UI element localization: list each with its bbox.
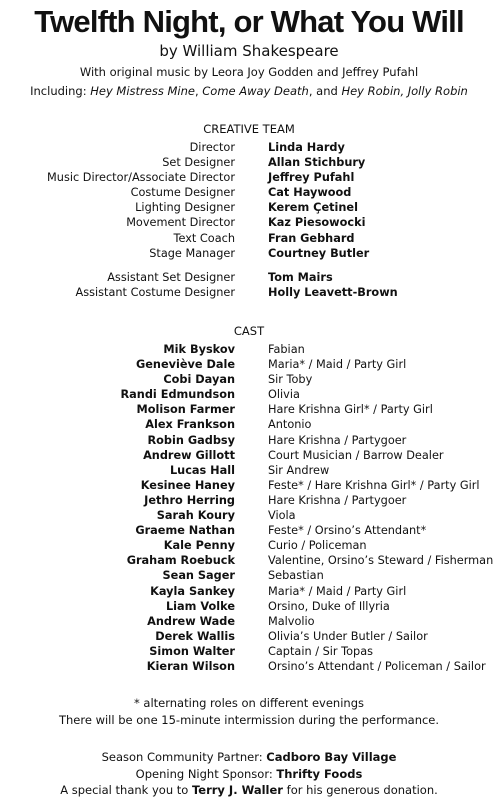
credit-name: Cat Haywood	[268, 186, 352, 200]
character-role: Olivia’s Under Butler / Sailor	[268, 629, 428, 643]
character-role: Maria* / Maid / Party Girl	[268, 358, 407, 372]
actor-name: Kieran Wilson	[146, 659, 235, 673]
creative-team-list	[0, 140, 498, 300]
cast-row	[0, 599, 498, 614]
character-role: Hare Krishna / Partygoer	[268, 493, 407, 507]
credit-row	[0, 285, 498, 300]
songs-separator: , and	[308, 84, 342, 98]
row-gap	[0, 261, 498, 270]
intermission-note: There will be one 15-minute intermission during the performance.	[58, 713, 440, 727]
cast-row	[0, 433, 498, 448]
actor-name: Alex Frankson	[145, 418, 235, 432]
music-credit: With original music by Leora Joy Godden and Jeffrey Pufahl	[79, 65, 419, 79]
character-role: Sir Andrew	[268, 463, 330, 477]
page-title: Twelfth Night, or What You Will	[34, 4, 464, 39]
credit-row	[0, 170, 498, 185]
credit-role: Assistant Set Designer	[107, 270, 235, 284]
cast-heading: CAST	[233, 324, 265, 338]
character-role: Orsino, Duke of Illyria	[268, 599, 390, 613]
credit-role: Costume Designer	[130, 186, 235, 200]
credit-row	[0, 270, 498, 285]
character-role: Captain / Sir Topas	[268, 644, 374, 658]
thank-you-prefix: A special thank you to	[60, 783, 192, 797]
credit-name: Tom Mairs	[268, 270, 333, 284]
actor-name: Sean Sager	[162, 569, 235, 583]
credit-role: Music Director/Associate Director	[47, 171, 235, 185]
cast-row	[0, 448, 498, 463]
credit-role: Text Coach	[173, 231, 235, 245]
cast-row	[0, 372, 498, 387]
credit-role: Stage Manager	[149, 246, 235, 260]
actor-name: Graeme Nathan	[135, 524, 235, 538]
credit-name: Fran Gebhard	[268, 231, 355, 245]
character-role: Viola	[268, 509, 296, 523]
cast-row	[0, 508, 498, 523]
character-role: Valentine, Orsino’s Steward / Fisherman	[268, 554, 494, 568]
actor-name: Kale Penny	[163, 539, 235, 553]
song-title: Come Away Death	[202, 84, 309, 98]
credit-row	[0, 215, 498, 230]
actor-name: Andrew Gillott	[143, 448, 235, 462]
character-role: Sir Toby	[268, 373, 313, 387]
credit-row	[0, 246, 498, 261]
cast-row	[0, 553, 498, 568]
character-role: Maria* / Maid / Party Girl	[268, 584, 407, 598]
community-partner-line	[0, 750, 498, 765]
community-partner-name: Cadboro Bay Village	[266, 750, 397, 764]
cast-row	[0, 402, 498, 417]
character-role: Antonio	[268, 418, 312, 432]
character-role: Hare Krishna Girl* / Party Girl	[268, 403, 433, 417]
cast-row	[0, 493, 498, 508]
cast-row	[0, 387, 498, 402]
character-role: Court Musician / Barrow Dealer	[268, 448, 444, 462]
actor-name: Jethro Herring	[144, 493, 235, 507]
credit-row	[0, 200, 498, 215]
character-role: Curio / Policeman	[268, 539, 367, 553]
opening-sponsor-label: Opening Night Sponsor:	[135, 767, 277, 781]
credit-role: Director	[189, 141, 235, 154]
community-partner-label: Season Community Partner:	[101, 750, 267, 764]
credit-name: Allan Stichbury	[268, 156, 366, 170]
cast-list	[0, 342, 498, 674]
credit-row	[0, 185, 498, 200]
cast-row	[0, 463, 498, 478]
actor-name: Mik Byskov	[163, 343, 235, 356]
actor-name: Andrew Wade	[147, 614, 235, 628]
opening-sponsor-name: Thrifty Foods	[276, 767, 363, 781]
credit-role: Set Designer	[162, 156, 235, 170]
actor-name: Simon Walter	[149, 644, 235, 658]
credit-name: Kaz Piesowocki	[268, 216, 366, 230]
cast-row	[0, 478, 498, 493]
song-title: Hey Robin, Jolly Robin	[341, 84, 468, 98]
character-role: Malvolio	[268, 614, 315, 628]
thank-you-line	[0, 783, 498, 798]
actor-name: Kesinee Haney	[140, 478, 235, 492]
cast-row	[0, 357, 498, 372]
credit-role: Movement Director	[126, 216, 235, 230]
character-role: Fabian	[268, 343, 305, 356]
character-role: Olivia	[268, 388, 300, 402]
cast-row	[0, 342, 498, 357]
actor-name: Sarah Koury	[156, 509, 235, 523]
credit-row	[0, 140, 498, 155]
cast-row	[0, 629, 498, 644]
character-role: Feste* / Hare Krishna Girl* / Party Girl	[268, 478, 480, 492]
character-role: Feste* / Orsino’s Attendant*	[268, 524, 427, 538]
actor-name: Robin Gadbsy	[147, 433, 235, 447]
cast-row	[0, 614, 498, 629]
cast-row	[0, 644, 498, 659]
alternating-note: * alternating roles on different evenings	[134, 696, 364, 710]
actor-name: Molison Farmer	[136, 403, 235, 417]
cast-row	[0, 538, 498, 553]
songs-separator: ,	[194, 84, 203, 98]
song-title: Hey Mistress Mine	[90, 84, 195, 98]
credit-row	[0, 155, 498, 170]
thank-you-suffix: for his generous donation.	[282, 783, 438, 797]
actor-name: Lucas Hall	[169, 463, 235, 477]
actor-name: Cobi Dayan	[163, 373, 235, 387]
character-role: Sebastian	[268, 569, 324, 583]
cast-row	[0, 417, 498, 432]
credit-name: Holly Leavett-Brown	[268, 285, 398, 299]
character-role: Hare Krishna / Partygoer	[268, 433, 407, 447]
actor-name: Kayla Sankey	[150, 584, 235, 598]
credit-name: Jeffrey Pufahl	[268, 171, 355, 185]
credit-name: Courtney Butler	[268, 246, 370, 260]
songs-prefix: Including:	[30, 84, 91, 98]
credit-row	[0, 231, 498, 246]
actor-name: Liam Volke	[165, 599, 235, 613]
actor-name: Randi Edmundson	[120, 388, 235, 402]
cast-row	[0, 659, 498, 674]
credit-name: Kerem Çetinel	[268, 201, 358, 215]
donor-name: Terry J. Waller	[191, 783, 283, 797]
credit-role: Lighting Designer	[135, 201, 235, 215]
songs-line	[0, 84, 498, 99]
cast-row	[0, 523, 498, 538]
author-byline: by William Shakespeare	[159, 42, 339, 60]
character-role: Orsino’s Attendant / Policeman / Sailor	[268, 659, 486, 673]
actor-name: Geneviève Dale	[135, 358, 235, 372]
actor-name: Derek Wallis	[155, 629, 235, 643]
cast-row	[0, 568, 498, 583]
credit-role: Assistant Costume Designer	[75, 285, 235, 299]
credit-name: Linda Hardy	[268, 141, 345, 154]
creative-team-heading: CREATIVE TEAM	[203, 122, 295, 136]
actor-name: Graham Roebuck	[126, 554, 235, 568]
cast-row	[0, 584, 498, 599]
opening-sponsor-line	[0, 767, 498, 782]
